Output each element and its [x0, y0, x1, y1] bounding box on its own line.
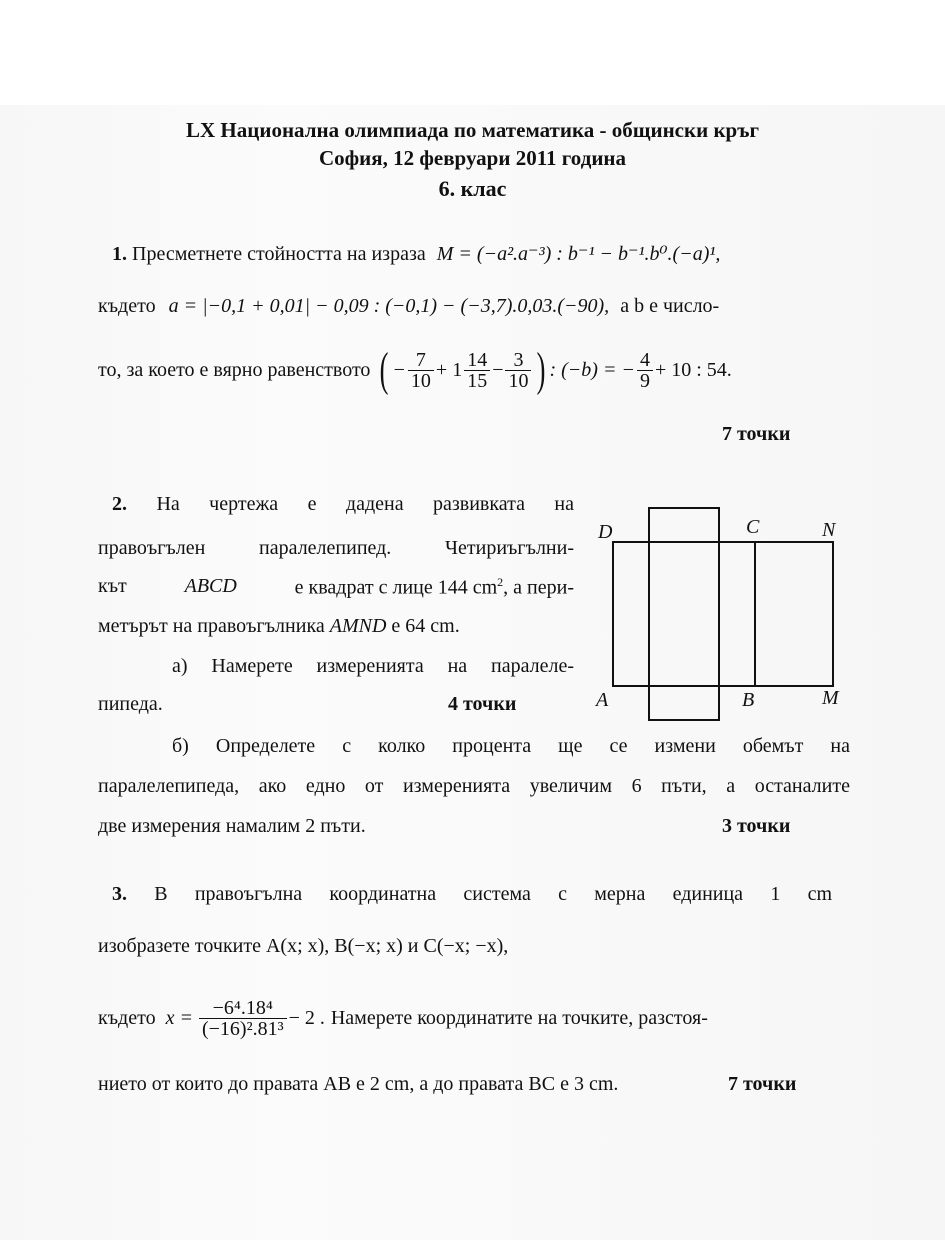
- x-equals: x =: [165, 1007, 193, 1029]
- fraction-numerator: 3: [505, 350, 531, 371]
- problem-1-where: където: [98, 295, 156, 317]
- problem-1-expression-a: a = |−0,1 + 0,01| − 0,09 : (−0,1) − (−3,7).0,03.(−90),: [168, 295, 610, 317]
- net-outer-rectangle: [613, 542, 833, 686]
- problem-3-line-1: [112, 884, 832, 904]
- equation-middle: : (−b) = −: [549, 359, 635, 381]
- problem-2-text: е квадрат с лице 144 cm: [294, 576, 498, 599]
- olympiad-date: София, 12 февруари 2011 година: [318, 146, 627, 170]
- problem-1-points: 7 точки: [722, 423, 791, 445]
- problem-2-part-b-line-2: паралелепипеда, ако едно от измеренията увеличим 6 пъти, а останалите: [98, 775, 850, 797]
- equation-minus: −: [492, 359, 504, 381]
- problem-2-text: На чертежа е дадена развивката на: [156, 493, 575, 515]
- fraction-numerator: 14: [464, 350, 490, 371]
- problem-2-number: 2.: [112, 493, 127, 515]
- problem-2-part-b-line-1: б) Определете с колко процента ще се измени обемът на: [172, 735, 850, 757]
- problem-1-number: 1.: [112, 243, 127, 265]
- fraction-numerator: 7: [408, 350, 434, 371]
- problem-2-part-a-points: 4 точки: [448, 693, 517, 715]
- problem-3-line-3: [98, 986, 708, 1050]
- problem-2-part-a-line-2: пипеда.: [98, 693, 163, 715]
- problem-2-text: е 64 cm.: [391, 615, 460, 637]
- square-abcd-label: ABCD: [184, 575, 237, 597]
- problem-1-line-1: [112, 244, 720, 264]
- net-vertical-strip: [649, 508, 719, 720]
- problem-3-text: В правоъгълна координатна система с мерна единица 1 cm: [154, 883, 832, 905]
- fraction-numerator: 4: [637, 350, 653, 371]
- fraction-numerator: −6⁴.18⁴: [199, 998, 287, 1019]
- problem-2-line-4: [98, 616, 460, 636]
- problem-3-text: Намерете координатите на точките, разстоя-: [330, 1007, 708, 1029]
- fraction-3-10: [505, 350, 531, 391]
- problem-2-text: кът: [98, 575, 127, 597]
- vertex-m-label: M: [822, 687, 839, 709]
- fraction-7-10: [408, 350, 434, 391]
- problem-3-line-2: изобразете точките A(x; x), B(−x; x) и C(−x; −x),: [98, 935, 509, 957]
- minus-two: − 2 .: [288, 1007, 325, 1029]
- equation-end: + 10 : 54.: [654, 359, 732, 381]
- olympiad-title: LX Национална олимпиада по математика - общински кръг: [185, 118, 760, 142]
- fraction-denominator: 10: [508, 369, 529, 392]
- problem-2-part-b-line-3: две измерения намалим 2 пъти.: [98, 815, 366, 837]
- problem-3-line-4: нието от които до правата AB е 2 cm, а до правата BC е 3 cm.: [98, 1073, 619, 1095]
- fraction-4-9: [637, 350, 653, 391]
- problem-2-line-1: [112, 494, 574, 514]
- problem-1-line-3: то, за което е вярно равенството ( − $\frac{7}{10}$ + 1 $\frac{14}{15}$ − $\frac{3}{10}$ ) : (−b) = − $\frac{4}{9}$ + 10 : 54.: [98, 343, 732, 396]
- problem-2-text: метърът на правоъгълника: [98, 615, 325, 637]
- parallelepiped-net-figure: [590, 500, 855, 728]
- vertex-c-label: C: [746, 516, 760, 538]
- x-fraction: [199, 998, 287, 1039]
- fraction-denominator: (−16)².81³: [201, 1017, 284, 1040]
- grade-label: 6. клас: [438, 176, 507, 201]
- fraction-14-15: [464, 350, 490, 391]
- problem-2-part-a-line-1: а) Намерете измеренията на паралеле-: [172, 655, 574, 677]
- problem-2-line-2: правоъгълен паралелепипед. Четириъгълни-: [98, 537, 574, 559]
- problem-1-intro: Пресметнете стойността на израза: [132, 243, 426, 265]
- fraction-denominator: 9: [639, 369, 650, 392]
- rectangle-amnd-label: AMND: [329, 615, 387, 637]
- problem-2-line-3: [98, 576, 574, 598]
- problem-3-number: 3.: [112, 883, 127, 905]
- exponent: 2: [497, 575, 504, 589]
- problem-3-points: 7 точки: [728, 1073, 797, 1095]
- vertex-n-label: N: [822, 519, 836, 541]
- problem-2-text: , а пери-: [503, 576, 574, 599]
- fraction-denominator: 15: [467, 369, 488, 392]
- vertex-b-label: B: [742, 689, 755, 711]
- problem-2-part-b-points: 3 точки: [722, 815, 791, 837]
- vertex-d-label: D: [598, 521, 613, 543]
- problem-1-b-definition: а b е число-: [620, 295, 720, 317]
- equation-plus-one: + 1: [435, 359, 463, 381]
- problem-3-where: където: [98, 1007, 156, 1029]
- vertex-a-label: A: [596, 689, 609, 711]
- equation-minus: −: [392, 359, 406, 381]
- problem-1-expression-m: M = (−a².a⁻³) : b⁻¹ − b⁻¹.b⁰.(−a)¹,: [436, 243, 721, 265]
- fraction-denominator: 10: [410, 369, 431, 392]
- problem-1-line-2: [98, 296, 719, 316]
- problem-1-equation-intro: то, за което е вярно равенството: [98, 359, 371, 381]
